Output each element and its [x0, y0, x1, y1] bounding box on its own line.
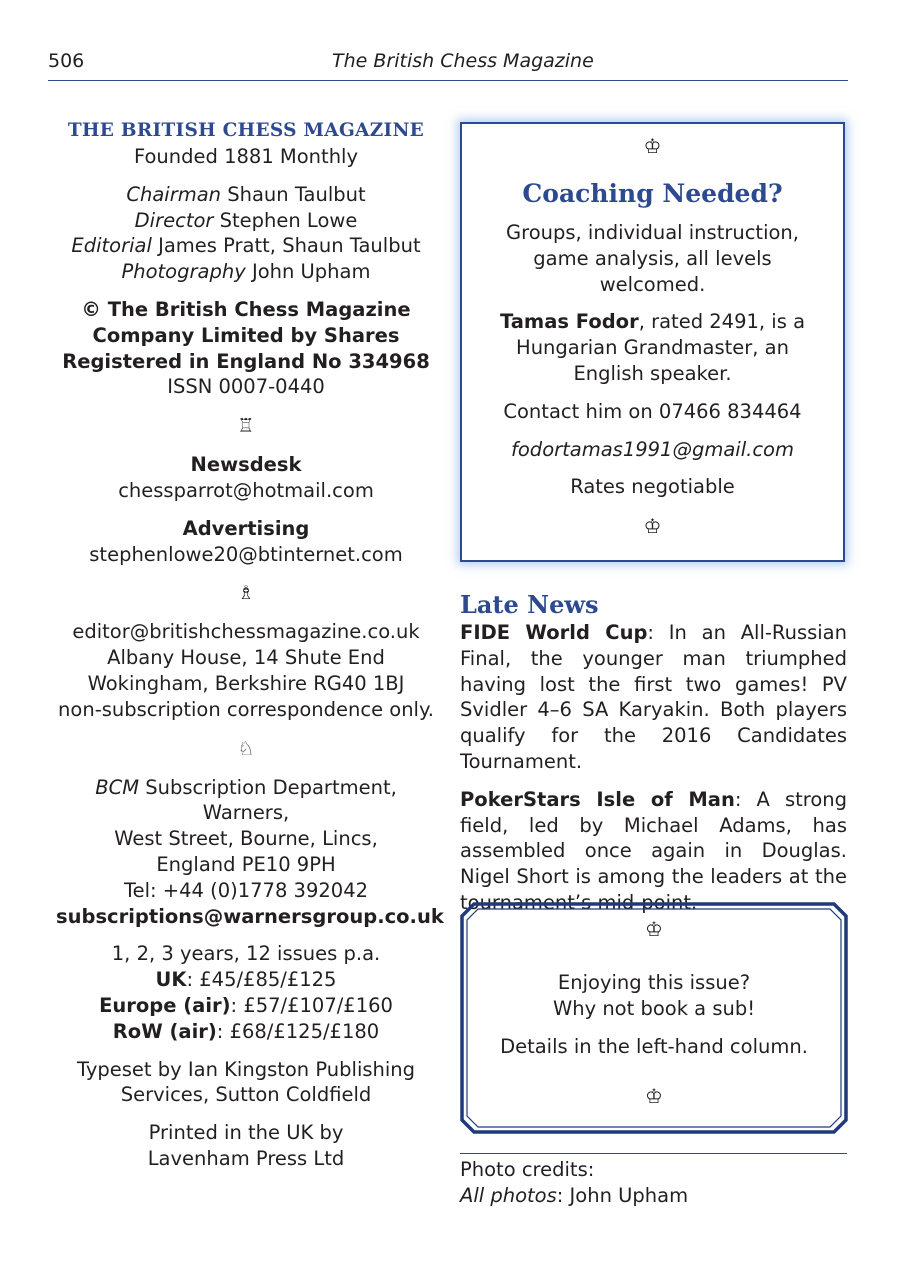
coach-email-text[interactable]: fodortamas1991@gmail.com: [511, 437, 794, 461]
staff-name: Shaun Taulbut: [227, 182, 366, 206]
credits-role: All photos: [460, 1184, 557, 1207]
coaching-intro: Groups, individual instruction, game analysis, all levels welcomed.: [506, 221, 799, 296]
printer-line: Printed in the UK by: [148, 1121, 344, 1145]
founded-line: Founded 1881 Monthly: [133, 145, 359, 168]
printer-line: Lavenham Press Ltd: [147, 1146, 345, 1170]
rate-region: Europe (air): [99, 993, 231, 1017]
newsdesk-email[interactable]: chessparrot@hotmail.com: [118, 478, 374, 502]
rate-region: RoW (air): [112, 1019, 217, 1043]
staff-list: [56, 182, 436, 285]
subscription-phone: Tel: +44 (0)1778 392042: [123, 878, 369, 902]
address-line: Albany House, 14 Shute End: [107, 646, 385, 670]
credits-label: Photo credits:: [460, 1158, 595, 1181]
address-line: Wokingham, Berkshire RG40 1BJ: [87, 671, 405, 695]
newsdesk-label: Newsdesk: [190, 453, 302, 477]
coach-rates: Rates negotiable: [570, 475, 735, 499]
typeset-line: Typeset by Ian Kingston Publishing: [76, 1057, 416, 1081]
advertising-label: Advertising: [182, 516, 310, 540]
rook-icon: ♖: [237, 415, 255, 438]
coach-name: Tamas Fodor: [499, 310, 639, 334]
late-news-title: Late News: [460, 590, 599, 619]
coaching-title: Coaching Needed?: [522, 179, 783, 208]
subscription-line: England PE10 9PH: [156, 852, 336, 876]
staff-role: Editorial: [71, 234, 152, 258]
rate-price: : £45/£85/£125: [186, 968, 337, 992]
editor-email[interactable]: editor@britishchessmagazine.co.uk: [72, 620, 420, 644]
running-title: The British Chess Magazine: [332, 50, 594, 72]
rate-price: : £68/£125/£180: [216, 1019, 380, 1043]
news-lead: PokerStars Isle of Man: [460, 787, 735, 811]
editor-address: [56, 619, 436, 722]
subscription-email[interactable]: subscriptions@warnersgroup.co.uk: [56, 904, 444, 928]
knight-icon: ♘: [237, 737, 255, 760]
masthead-column: [56, 117, 444, 1184]
subscribe-promo-box: [460, 902, 848, 1134]
coach-contact: Contact him on 07466 834464: [503, 399, 802, 423]
news-lead: FIDE World Cup: [460, 621, 648, 644]
newsdesk-block: [56, 452, 436, 504]
page-header: [48, 50, 848, 81]
subscribe-details: Details in the left-hand column.: [500, 1034, 808, 1058]
address-note: non-subscription correspondence only.: [58, 697, 434, 721]
rate-price: : £57/£107/£160: [230, 993, 393, 1017]
subscribe-line: Why not book a sub!: [552, 996, 756, 1020]
subscribe-line: Enjoying this issue?: [557, 971, 751, 994]
king-icon: ♔: [643, 134, 662, 158]
king-icon: ♔: [645, 917, 663, 941]
company-line: Company Limited by Shares: [92, 323, 400, 347]
coaching-ad-box: [460, 122, 845, 562]
rate-region: UK: [155, 968, 187, 992]
credits-name: : John Upham: [556, 1184, 689, 1207]
staff-role: Director: [134, 208, 214, 232]
king-icon: ♔: [645, 1084, 663, 1108]
typeset-credit: [56, 1057, 436, 1109]
late-news-section: [460, 590, 847, 928]
bishop-icon: ♗: [237, 582, 255, 605]
company-line: © The British Chess Magazine: [81, 297, 411, 321]
staff-name: John Upham: [251, 260, 371, 284]
advertising-email[interactable]: stephenlowe20@btinternet.com: [89, 542, 403, 566]
subscription-address: [56, 775, 444, 930]
subscribe-message: [480, 970, 828, 1022]
news-text: : In an All-Russian Final, the younger man triumphed having lost the first two games! PV Svidler 4–6 SA Karyakin. Both players qualify for the 2016 Candidates Tournament.: [460, 621, 847, 773]
staff-name: Stephen Lowe: [219, 208, 358, 232]
printer-credit: [56, 1120, 436, 1172]
news-text: : A strong field, led by Michael Adams, has assembled once again in Douglas. Nigel Short is among the leaders at the tournament’s mid-point.: [460, 787, 848, 914]
subscription-line: West Street, Bourne, Lincs,: [114, 827, 378, 851]
staff-role: Photography: [121, 260, 246, 284]
subscription-line: Subscription Department, Warners,: [139, 775, 397, 825]
coach-description: , rated 2491, is a Hungarian Grandmaster, an English speaker.: [516, 310, 806, 385]
photo-credits: [460, 1153, 847, 1209]
king-icon: ♔: [643, 514, 662, 538]
subscription-prefix: BCM: [95, 775, 140, 799]
typeset-line: Services, Sutton Coldfield: [120, 1083, 372, 1107]
news-item: [460, 620, 847, 775]
masthead-title: THE BRITISH CHESS MAGAZINE: [67, 120, 425, 141]
subscription-rates: [56, 941, 436, 1044]
rates-intro: 1, 2, 3 years, 12 issues p.a.: [111, 942, 381, 966]
news-item: [460, 787, 847, 916]
page-number: 506: [48, 50, 85, 72]
company-info: [56, 297, 436, 400]
issn: ISSN 0007-0440: [167, 375, 325, 399]
advertising-block: [56, 516, 436, 568]
company-line: Registered in England No 334968: [62, 349, 430, 373]
staff-role: Chairman: [126, 182, 222, 206]
coach-bio: [480, 309, 825, 386]
staff-name: James Pratt, Shaun Taulbut: [158, 234, 421, 258]
coach-email[interactable]: [480, 437, 825, 463]
